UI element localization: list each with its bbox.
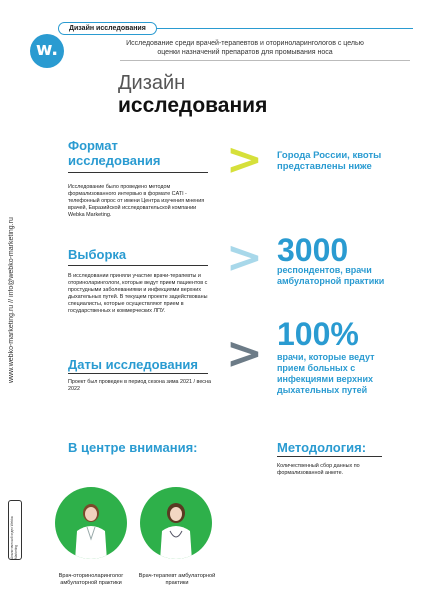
doctor-figure-icon — [158, 501, 194, 559]
chevron-icon: > — [226, 134, 263, 185]
format-rule — [68, 172, 208, 173]
method-rule — [277, 456, 382, 457]
caption-therapist: Врач-терапевт амбулаторной практики — [138, 573, 216, 586]
respondents-number: 3000 — [277, 232, 349, 268]
caption-ent: Врач-оториноларинголог амбулаторной практики — [58, 573, 124, 586]
cities-stat: Города России, квоты представлены ниже — [277, 150, 382, 172]
format-heading: Формат исследования — [68, 138, 161, 168]
format-text: Исследование было проведено методом формализованного интервью в формате CATI - телефонный опрос от имени Центра изучения мнения врачей, Евразийской исследовательской компании Webka Marketing. — [68, 184, 205, 218]
contact-sidebar-text: www.webko-marketing.ru // info@webko-marketing.ru — [8, 217, 15, 383]
sample-rule — [68, 265, 208, 266]
study-subtitle: Исследование среди врачей-терапевтов и оториноларингологов с целью оценки назначений препаратов для промывания носа — [126, 40, 364, 56]
chevron-icon: > — [226, 328, 263, 379]
percent-number: 100% — [277, 316, 359, 352]
page-title-line1: Дизайн — [118, 72, 186, 94]
dates-rule — [68, 373, 208, 374]
subtitle-rule — [120, 60, 410, 61]
sample-text: В исследовании приняли участие врачи-терапевты и оториноларингологи, которые ведут прием пациентов с простудными заболеваниями и инфекциями верхних дыхательных путей. В текущем проекте задействованы специалисты, которые осуществляют прием в государственных и коммерческих ЛПУ. — [68, 273, 208, 314]
section-tag: Дизайн исследования — [58, 22, 157, 35]
brand-logo: w. — [30, 34, 64, 68]
sample-heading: Выборка — [68, 247, 127, 262]
doctor-figure-icon — [73, 501, 109, 559]
percent-desc: врачи, которые ведут прием больных с инфекциями верхних дыхательных путей — [277, 352, 375, 395]
dates-text: Проект был проведен в период сезона зима 2021 / весна 2022 — [68, 379, 211, 392]
focus-heading: В центре внимания: — [68, 440, 198, 455]
doctor-photo-therapist — [140, 487, 212, 559]
analytics-badge — [8, 500, 22, 560]
method-heading: Методология: — [277, 440, 367, 455]
page-title-line2: исследования — [118, 94, 268, 117]
method-text: Количественный сбор данных по формализованной анкете. — [277, 463, 360, 476]
doctor-photo-ent — [55, 487, 127, 559]
badge-text: Аналитический отдел Webka Marketing — [10, 516, 18, 559]
dates-heading: Даты исследования — [68, 357, 199, 372]
respondents-desc: респондентов, врачи амбулаторной практики — [277, 265, 385, 286]
chevron-icon: > — [226, 232, 263, 283]
